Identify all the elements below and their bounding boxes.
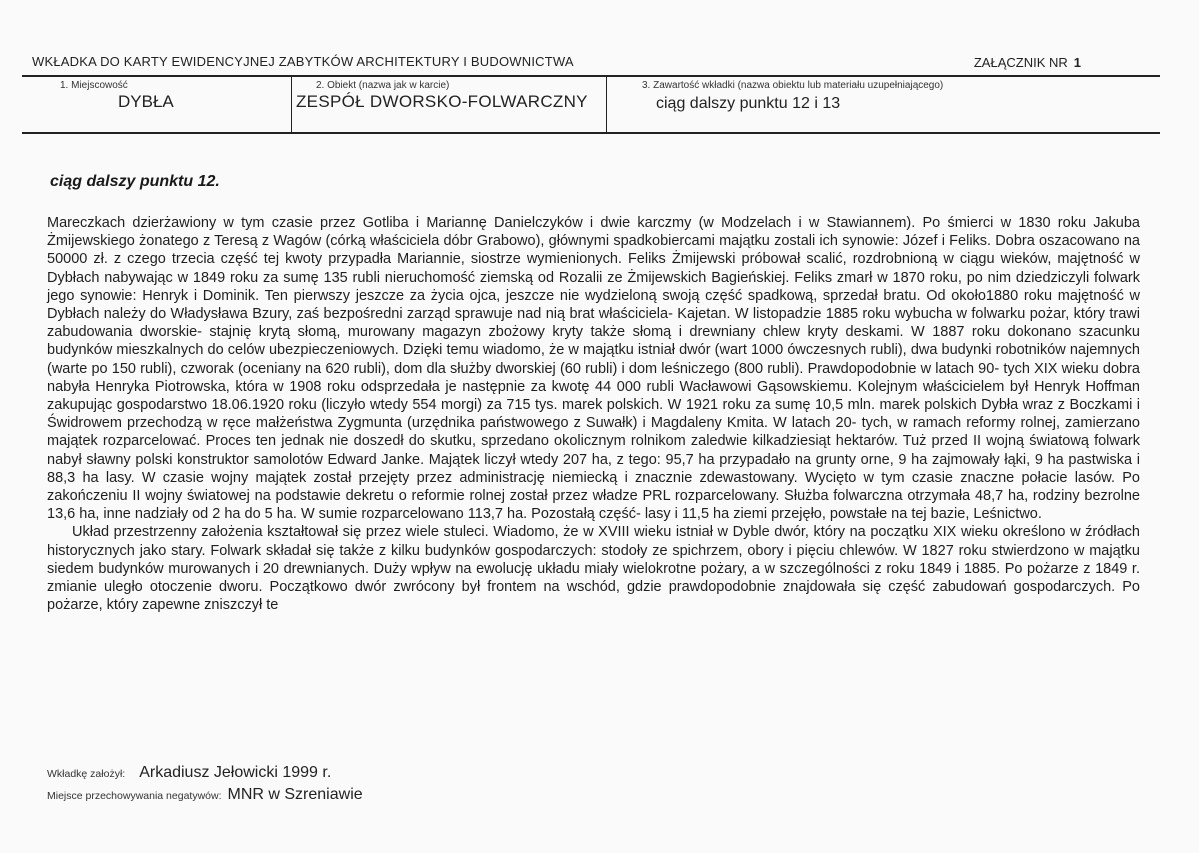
content-value: ciąg dalszy punktu 12 i 13 xyxy=(656,95,841,112)
header-fields-table xyxy=(22,75,1160,134)
storage-label: Miejsce przechowywania negatywów: xyxy=(47,790,222,802)
content-cell xyxy=(607,77,1160,132)
storage-value: MNR w Szreniawie xyxy=(227,786,363,803)
annex-label xyxy=(974,55,1081,70)
object-label: 2. Obiekt (nazwa jak w karcie) xyxy=(316,80,450,91)
paragraph-2: Układ przestrzenny założenia kształtował się przez wiele stuleci. Wiadomo, że w XVIII wieku istniał w Dyble dwór, który na początku XIX wieku określono w źródłach historycznych jako stary. Folwark składał się także z kilku budynków gospodarczych: stodoły ze spichrzem, obory i pięciu chlewów. W 1827 roku stwierdzono w majątku siedem budynków murowanych i 20 drewnianych. Duży wpływ na ewolucję układu miały wielokrotne pożary, a w szczególności z roku 1849 i 1885. Po pożarze z 1849 r. zmianie uległo otoczenie dworu. Początkowo dwór zwrócony był frontem na wschód, gdzie prawdopodobnie znajdowała się część zabudowań gospodarczych. Po pożarze, który zapewne zniszczył te xyxy=(47,524,1140,614)
author-line xyxy=(47,764,331,782)
content-label: 3. Zawartość wkładki (nazwa obiektu lub materiału uzupełniającego) xyxy=(642,80,944,91)
annex-number: 1 xyxy=(1073,55,1081,70)
body-text xyxy=(47,214,1140,614)
locality-label: 1. Miejscowość xyxy=(60,80,128,91)
document-title: WKŁADKA DO KARTY EWIDENCYJNEJ ZABYTKÓW ARCHITEKTURY I BUDOWNICTWA xyxy=(32,54,574,69)
object-cell xyxy=(292,77,607,132)
storage-line xyxy=(47,786,363,804)
author-value: Arkadiusz Jełowicki 1999 r. xyxy=(139,764,332,781)
section-title: ciąg dalszy punktu 12. xyxy=(50,173,220,190)
annex-label-text: ZAŁĄCZNIK NR xyxy=(973,55,1068,70)
locality-cell xyxy=(22,77,292,132)
locality-value: DYBŁA xyxy=(118,92,174,111)
author-label: Wkładkę założył: xyxy=(47,768,126,780)
object-value: ZESPÓŁ DWORSKO-FOLWARCZNY xyxy=(296,92,588,111)
paragraph-1: Mareczkach dzierżawiony w tym czasie przez Gotliba i Mariannę Danielczyków i dwie karczmy (w Modzelach i w Stawiannem). Po śmierci w 1830 roku Jakuba Żmijewskiego żonatego z Teresą z Wagów (córką właściciela dóbr Grabowo), głównymi spadkobiercami majątku zostali ich synowie: Józef i Feliks. Dobra oszacowano na 50000 zł. z czego trzecia część tej kwoty przypadła Mariannie, siostrze wymienionych. Feliks Żmijewski próbował scalić, rozdrobnioną w ciągu wieków, majętność w Dybłach nabywając w 1849 roku za sumę 135 rubli nieruchomość ziemską od Rozalii ze Żmijewskich Bagieńskiej. Feliks zmarł w 1870 roku, po nim dziedziczyli folwark jego synowie: Henryk i Dominik. Ten pierwszy jeszcze za życia ojca, jeszcze nie wydzieloną swoją część spadkową, sprzedał bratu. Od około1880 roku majętność w Dybłach należy do Władysława Bzury, zaś bezpośredni zarząd sprawuje nad nią brat właściciela- Kajetan. W listopadzie 1885 roku wybucha w folwarku pożar, który trawi zabudowania dworskie- stajnię krytą słomą, murowany magazyn zbożowy kryty także słomą i drewniany chlew kryty deskami. W 1887 roku dokonano szacunku budynków mieszkalnych do celów ubezpieczeniowych. Dzięki temu wiadomo, że w majątku istniał dwór (wart 1000 ówczesnych rubli), dwa budynki robotników najemnych (warte po 150 rubli), czworak (oceniany na 620 rubli), dom dla służby dworskiej (60 rubli) i dom leśniczego (800 rubli). Prawdopodobnie w latach 90- tych XIX wieku dobra nabyła Henryka Piotrowska, która w 1908 roku odsprzedała je następnie za kwotę 44 000 rubli Wacławowi Gąsowskiemu. Kolejnym właścicielem był Henryk Hoffman zakupując gospodarstwo 18.06.1920 roku (liczyło wtedy 554 morgi) za 715 tys. marek polskich. W 1921 roku za sumę 10,5 mln. marek polskich Dybła wraz z Boczkami i Świdrowem przechodzą w ręce małżeństwa Zygmunta (urzędnika państwowego z Suwałk) i Magdaleny Kmita. W latach 20- tych, w ramach reformy rolnej, zamierzano majątek rozparcelować. Proces ten jednak nie doszedł do skutku, sprzedano okolicznym rolnikom zaledwie kilkadziesiąt hektarów. Tuż przed II wojną światową folwark nabył sławny polski konstruktor samolotów Edward Janke. Majątek liczył wtedy 207 ha, z tego: 95,7 ha przypadało na grunty orne, 9 ha zajmowały łąki, 9 ha pastwiska i 88,3 ha lasy. W czasie wojny majątek został przejęty przez administrację niemiecką i znacznie zdewastowany. Wycięto w tym czasie znaczne połacie lasów. Po zakończeniu II wojny światowej na podstawie dekretu o reformie rolnej został przez władze PRL rozparcelowany. Służba folwarczna otrzymała 48,7 ha, rodziny bezrolne 13,6 ha, inne nadziały od 2 ha do 5 ha. W sumie rozparcelowano 113,7 ha. Pozostałą część- lasy i 11,5 ha ziemi przejęło, powstałe na tej bazie, Leśnictwo. xyxy=(47,215,1140,523)
